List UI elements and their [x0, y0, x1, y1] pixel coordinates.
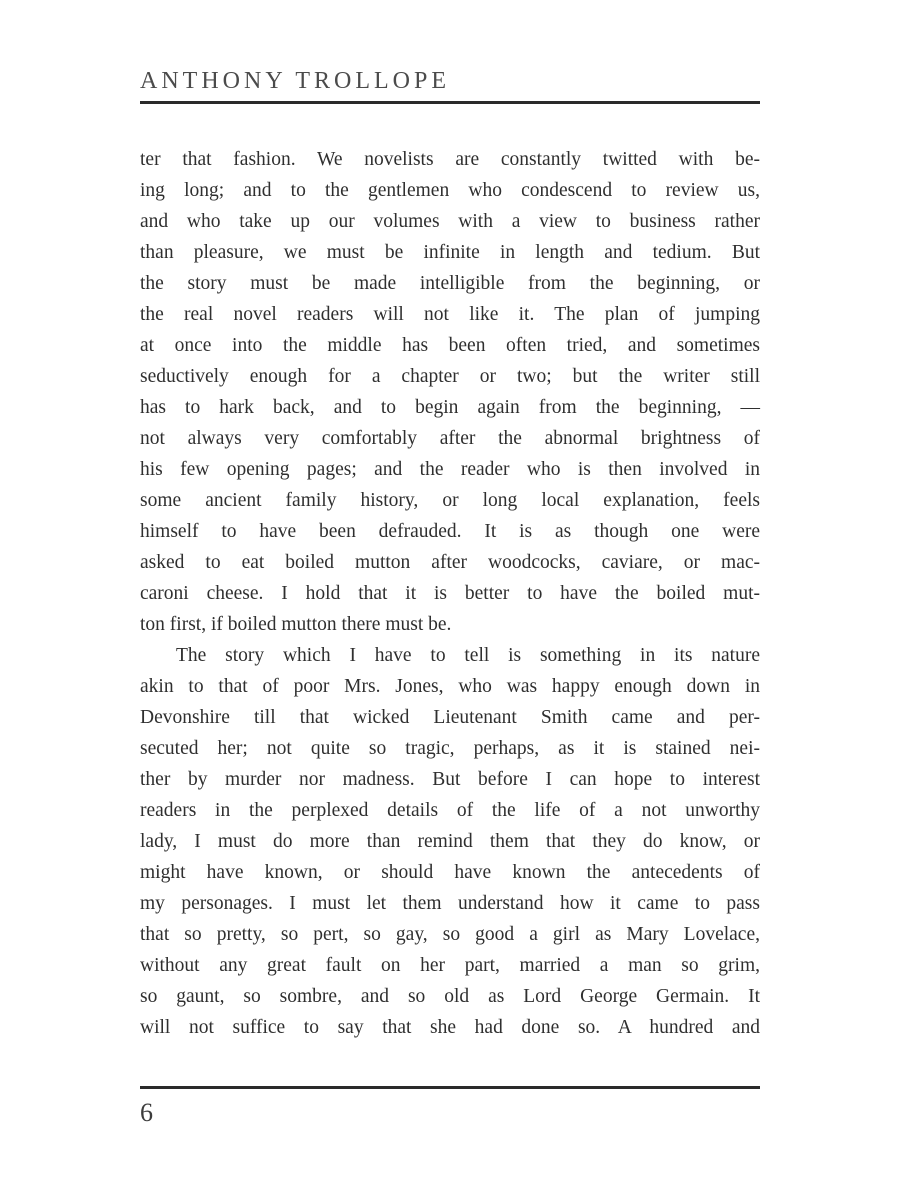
page-number: 6: [140, 1098, 153, 1127]
text-line: his few opening pages; and the reader who is then involved in: [140, 459, 760, 480]
running-head: ANTHONY TROLLOPE: [140, 68, 450, 94]
text-line: and who take up our volumes with a view to business rather: [140, 211, 760, 232]
text-line: some ancient family history, or long local explanation, feels: [140, 490, 760, 511]
text-line: himself to have been defrauded. It is as though one were: [140, 521, 760, 542]
text-line: asked to eat boiled mutton after woodcocks, caviare, or mac-: [140, 552, 760, 573]
text-line: my personages. I must let them understand how it came to pass: [140, 893, 760, 914]
text-line: ter that fashion. We novelists are constantly twitted with be-: [140, 149, 760, 170]
text-line: ton first, if boiled mutton there must be.: [140, 614, 452, 635]
text-line: the story must be made intelligible from the beginning, or: [140, 273, 760, 294]
text-line: will not suffice to say that she had done so. A hundred and: [140, 1017, 760, 1038]
text-line: readers in the perplexed details of the life of a not unworthy: [140, 800, 760, 821]
header-rule: [140, 101, 760, 104]
text-line: without any great fault on her part, married a man so grim,: [140, 955, 760, 976]
text-line: so gaunt, so sombre, and so old as Lord George Germain. It: [140, 986, 760, 1007]
text-line: caroni cheese. I hold that it is better to have the boiled mut-: [140, 583, 760, 604]
text-line: ther by murder nor madness. But before I can hope to interest: [140, 769, 760, 790]
text-line: not always very comfortably after the abnormal brightness of: [140, 428, 760, 449]
text-line: secuted her; not quite so tragic, perhaps, as it is stained nei-: [140, 738, 760, 759]
text-line: at once into the middle has been often tried, and sometimes: [140, 335, 760, 356]
text-line: ing long; and to the gentlemen who condescend to review us,: [140, 180, 760, 201]
text-line: lady, I must do more than remind them that they do know, or: [140, 831, 760, 852]
text-line: that so pretty, so pert, so gay, so good a girl as Mary Lovelace,: [140, 924, 760, 945]
text-line: the real novel readers will not like it. The plan of jumping: [140, 304, 760, 325]
text-line: than pleasure, we must be infinite in length and tedium. But: [140, 242, 760, 263]
text-line: Devonshire till that wicked Lieutenant Smith came and per-: [140, 707, 760, 728]
text-line: might have known, or should have known the antecedents of: [140, 862, 760, 883]
text-line: The story which I have to tell is something in its nature: [176, 645, 760, 666]
text-line: akin to that of poor Mrs. Jones, who was happy enough down in: [140, 676, 760, 697]
footer-rule: [140, 1086, 760, 1089]
text-line: seductively enough for a chapter or two; but the writer still: [140, 366, 760, 387]
text-line: has to hark back, and to begin again from the beginning, —: [140, 397, 760, 418]
page-body: [140, 144, 760, 1043]
